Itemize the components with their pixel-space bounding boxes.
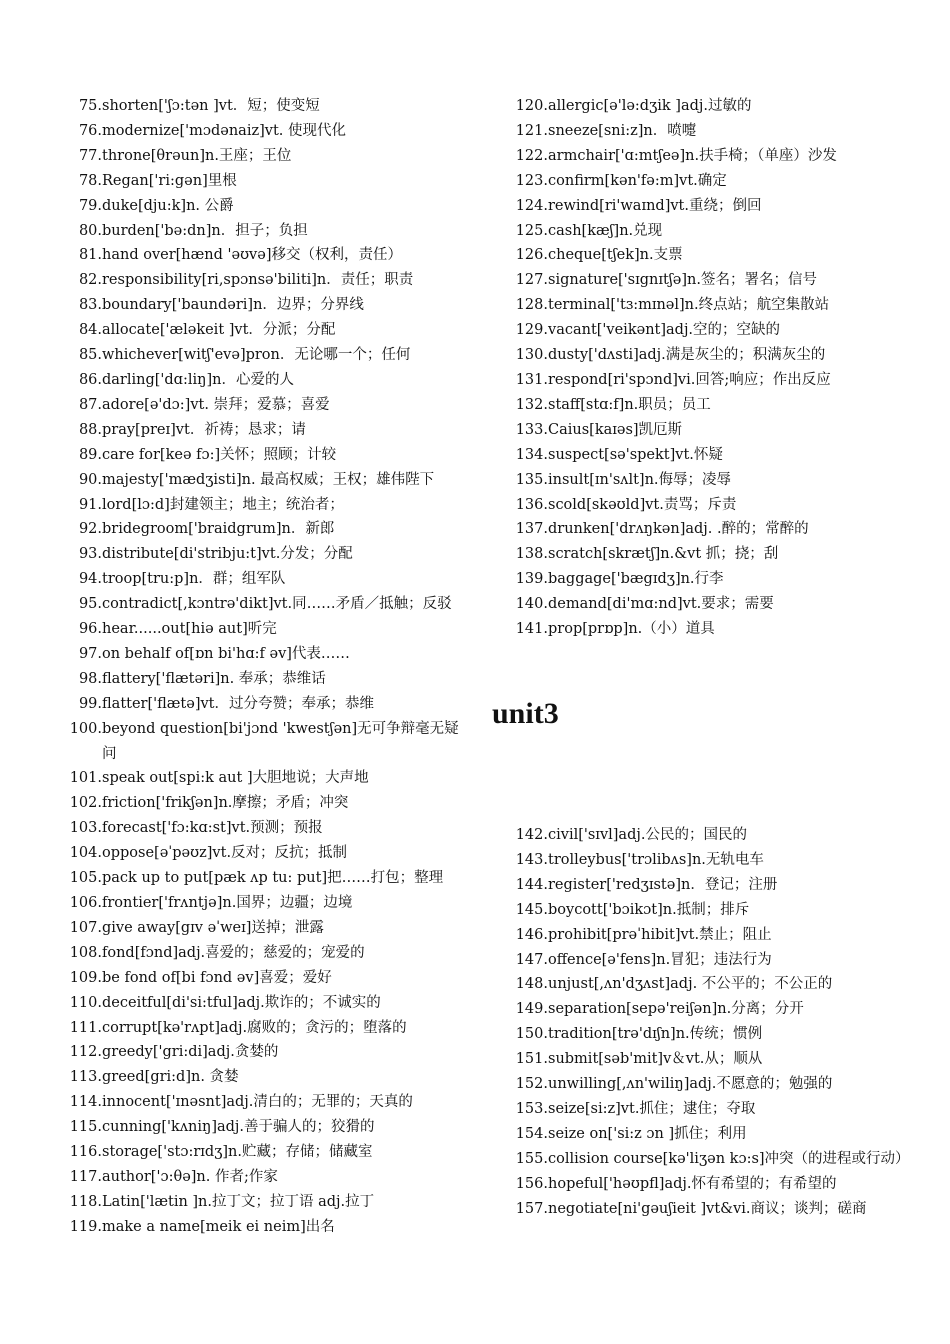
entry-number: 85. [78, 347, 102, 364]
entry-number: 95. [78, 596, 102, 613]
entry-text: storage['stɔ:rɪdʒ]n.贮藏；存储；储藏室 [102, 1144, 373, 1161]
entry-text: flatter['flætə]vt．过分夸赞；奉承；恭维 [102, 695, 375, 712]
vocab-entry [66, 418, 466, 443]
entry-text: prohibit[prəˈhibit]vt.禁止；阻止 [548, 926, 772, 943]
vocab-entry [66, 692, 466, 717]
entry-text: hear......out[hiə aut]听完 [102, 621, 277, 638]
entry-text: troop[tru:p]n．群；组军队 [102, 571, 286, 588]
entry-text: burden['bə:dn]n．担子；负担 [102, 222, 308, 239]
vocab-entry [66, 468, 466, 493]
vocab-entry [512, 318, 932, 343]
entry-text: pack up to put[pæk ʌp tu: put]把……打包；整理 [102, 870, 444, 887]
entry-text: unjust[,ʌn'dʒʌst]adj. 不公平的；不公正的 [548, 976, 833, 993]
entry-number: 76. [78, 122, 102, 139]
entry-number: 107. [69, 919, 102, 936]
entry-number: 112. [69, 1044, 102, 1061]
entry-text: tradition[trə'dɪʃn]n.传统；惯例 [548, 1026, 763, 1043]
entry-text: modernize['mɔdənaiz]vt. 使现代化 [102, 122, 347, 139]
entry-text: give away[gɪv əˈweɪ]送掉；泄露 [102, 919, 324, 936]
entry-text: on behalf of[ɒn bi'hɑ:f əv]代表…… [102, 645, 350, 662]
vocab-entry [66, 592, 466, 617]
entry-text: prop[prɒp]n.（小）道具 [548, 621, 715, 638]
entry-text: seize on['si:z ɔn ]抓住；利用 [548, 1125, 747, 1142]
entry-text: bridegroom['braidgrum]n．新郎 [102, 521, 335, 538]
entry-number: 122. [515, 147, 548, 164]
vocab-entry [66, 617, 466, 642]
vocab-entry [66, 1016, 466, 1041]
entry-number: 131. [515, 371, 548, 388]
entry-text: submit[səb'mit]v＆vt.从；顺从 [548, 1051, 763, 1068]
entry-number: 87. [78, 396, 102, 413]
entry-number: 88. [78, 421, 102, 438]
entry-number: 145. [515, 901, 548, 918]
entry-number: 132. [515, 396, 548, 413]
entry-text: signature['sɪgnɪtʃə]n.签名；署名；信号 [548, 272, 817, 289]
entry-text: rewind[ri'waɪnd]vt.重绕；倒回 [548, 197, 762, 214]
vocab-entry [512, 119, 932, 144]
vocab-entry [66, 941, 466, 966]
vocab-entry [66, 1215, 466, 1240]
entry-number: 149. [515, 1001, 548, 1018]
entry-text: pray[preɪ]vt．祈祷；恳求；请 [102, 421, 306, 438]
vocab-entry [512, 948, 932, 973]
entry-number: 146. [515, 926, 548, 943]
entry-text: register['redʒɪstə]n．登记；注册 [548, 876, 778, 893]
vocab-entry [66, 567, 466, 592]
entry-text: cash[kæʃ]n.兑现 [548, 222, 663, 239]
entry-text: forecast['fɔ:kɑ:st]vt.预测；预报 [102, 820, 323, 837]
entry-text: author['ɔ:θə]n. 作者;作家 [102, 1168, 278, 1185]
entry-number: 90. [78, 471, 102, 488]
vocab-entry [512, 592, 932, 617]
vocab-entry [512, 873, 932, 898]
entry-number: 129. [515, 322, 548, 339]
entry-number: 123. [515, 172, 548, 189]
entry-text: seize[si:z]vt.抓住；逮住；夺取 [548, 1100, 756, 1117]
entry-text: demand[di'mɑ:nd]vt.要求；需要 [548, 596, 774, 613]
vocab-entry [66, 243, 466, 268]
vocab-entry [66, 169, 466, 194]
vocab-entry [66, 1115, 466, 1140]
vocab-entry [512, 94, 932, 119]
vocab-entry [66, 393, 466, 418]
entry-number: 86. [78, 371, 102, 388]
vocab-entry [66, 368, 466, 393]
entry-number: 133. [515, 421, 548, 438]
vocab-entry [512, 393, 932, 418]
vocab-entry [66, 493, 466, 518]
vocab-entry [66, 966, 466, 991]
vocab-entry [66, 293, 466, 318]
vocab-entry [66, 717, 466, 767]
entry-text: boycott['bɔikɔt]n.抵制；排斥 [548, 901, 750, 918]
entry-number: 157. [515, 1200, 548, 1217]
unit-heading: unit3 [492, 697, 559, 730]
vocab-entry [512, 418, 932, 443]
vocab-list-unit3 [512, 823, 932, 1222]
entry-text: allergic[ə'lə:dʒik ]adj.过敏的 [548, 98, 752, 114]
entry-number: 139. [515, 571, 548, 588]
entry-text: drunken['drʌŋkən]adj. .醉的；常醉的 [548, 521, 809, 538]
vocab-entry [66, 1065, 466, 1090]
vocab-entry [66, 1090, 466, 1115]
entry-text: care for[keə fɔ:]关怀；照顾；计较 [102, 446, 337, 463]
entry-number: 110. [69, 994, 102, 1011]
entry-text: staff[stɑ:f]n.职员；员工 [548, 396, 711, 413]
entry-number: 126. [515, 247, 548, 264]
entry-text: allocate['æləkeit ]vt．分派；分配 [102, 322, 336, 339]
entry-text: unwilling[,ʌn'wiliŋ]adj.不愿意的；勉强的 [548, 1076, 833, 1093]
vocab-entry [512, 169, 932, 194]
entry-text: negotiate[ni'gəuʃieit ]vt&vi.商议；谈判；磋商 [548, 1200, 867, 1217]
entry-text: make a name[meik ei neim]出名 [102, 1218, 335, 1235]
entry-number: 105. [69, 870, 102, 887]
entry-number: 128. [515, 297, 548, 314]
entry-text: majesty['mædʒisti]n. 最高权威；王权；雄伟陛下 [102, 471, 435, 488]
vocab-entry [512, 567, 932, 592]
vocab-entry [512, 542, 932, 567]
vocab-entry [66, 1040, 466, 1065]
entry-text: Latin['lætin ]n.拉丁文；拉丁语 adj.拉丁 [102, 1193, 375, 1210]
entry-text: dusty['dʌsti]adj.满是灰尘的；积满灰尘的 [548, 347, 826, 364]
vocab-entry [512, 848, 932, 873]
entry-number: 151. [515, 1051, 548, 1068]
entry-text: deceitful[di'si:tful]adj.欺诈的；不诚实的 [102, 994, 381, 1011]
vocab-entry [512, 468, 932, 493]
entry-number: 91. [78, 496, 102, 513]
vocab-entry [512, 1047, 932, 1072]
entry-number: 135. [515, 471, 548, 488]
entry-number: 100. [69, 720, 102, 737]
vocab-entry [66, 866, 466, 891]
entry-text: lord[lɔ:d]封建领主；地主；统治者； [102, 496, 344, 513]
entry-number: 94. [78, 571, 102, 588]
entry-text: cheque[tʃek]n.支票 [548, 247, 683, 264]
entry-number: 155. [515, 1150, 548, 1167]
entry-text: throne[θrəun]n.王座；王位 [102, 147, 292, 164]
entry-number: 144. [515, 876, 548, 893]
vocab-entry [66, 667, 466, 692]
vocab-entry [66, 343, 466, 368]
entry-number: 111. [69, 1019, 102, 1036]
entry-text: shorten['ʃɔ:tən ]vt．短；使变短 [102, 98, 320, 114]
entry-text: collision course[kə'liʒən kɔ:s]冲突（的进程或行动） [548, 1150, 910, 1167]
entry-text: confirm[kən'fə:m]vt.确定 [548, 172, 727, 189]
entry-text: trolleybus['trɔlibʌs]n.无轨电车 [548, 851, 764, 868]
vocab-entry [66, 318, 466, 343]
entry-number: 127. [515, 272, 548, 289]
entry-number: 120. [515, 98, 548, 114]
entry-number: 81. [78, 247, 102, 264]
entry-number: 108. [69, 944, 102, 961]
entry-text: hand over[hænd 'əʊvə]移交（权利，责任） [102, 247, 402, 264]
vocab-entry [66, 219, 466, 244]
entry-number: 148. [515, 976, 548, 993]
vocab-entry [512, 898, 932, 923]
vocab-entry [512, 219, 932, 244]
entry-text: offence[ə'fens]n.冒犯；违法行为 [548, 951, 772, 968]
entry-text: innocent['ɪnəsnt]adj.清白的；无罪的；天真的 [102, 1094, 413, 1111]
entry-text: frontier['frʌntjə]n.国界；边疆；边境 [102, 895, 353, 911]
entry-number: 143. [515, 851, 548, 868]
entry-text: flattery['flætəri]n. 奉承；恭维话 [102, 670, 326, 687]
entry-text: contradict[,kɔntrə'dikt]vt.同……矛盾／抵触；反驳 [102, 596, 452, 613]
vocab-entry [66, 268, 466, 293]
entry-number: 97. [78, 645, 102, 662]
entry-number: 147. [515, 951, 548, 968]
vocab-entry [512, 1097, 932, 1122]
entry-number: 142. [515, 827, 548, 843]
entry-text: whichever[witʃ'evə]pron．无论哪一个；任何 [102, 347, 411, 364]
vocab-entry [66, 642, 466, 667]
entry-number: 103. [69, 820, 102, 837]
vocab-entry [512, 368, 932, 393]
entry-number: 79. [78, 197, 102, 214]
entry-text: duke[dju:k]n. 公爵 [102, 197, 234, 214]
entry-number: 141. [515, 621, 548, 638]
entry-text: scratch[skrætʃ]n.&vt 抓；挠；刮 [548, 546, 779, 563]
vocab-entry [512, 1122, 932, 1147]
entry-text: greedy['gri:di]adj.贪婪的 [102, 1044, 279, 1061]
entry-text: responsibility[ri,spɔnsə'biliti]n．责任；职责 [102, 272, 414, 289]
entry-text: respond[ri'spɔnd]vi.回答;响应；作出反应 [548, 371, 831, 388]
entry-text: distribute[di'stribju:t]vt.分发；分配 [102, 546, 353, 563]
entry-number: 113. [69, 1069, 102, 1086]
entry-number: 101. [69, 770, 102, 787]
entry-text: greed[gri:d]n. 贪婪 [102, 1069, 239, 1086]
vocab-entry [512, 1147, 932, 1172]
entry-text: boundary['baundəri]n．边界；分界线 [102, 297, 364, 314]
entry-text: vacant['veikənt]adj.空的；空缺的 [548, 322, 781, 339]
entry-number: 106. [69, 895, 102, 911]
entry-number: 130. [515, 347, 548, 364]
vocab-entry [66, 517, 466, 542]
vocab-entry [66, 144, 466, 169]
vocab-entry [512, 517, 932, 542]
vocab-entry [66, 443, 466, 468]
entry-number: 96. [78, 621, 102, 638]
entry-number: 121. [515, 122, 548, 139]
entry-number: 104. [69, 845, 102, 862]
vocab-entry [512, 972, 932, 997]
vocab-entry [512, 1197, 932, 1222]
entry-number: 75. [78, 98, 102, 114]
entry-number: 114. [69, 1094, 102, 1111]
vocab-entry [66, 542, 466, 567]
vocab-entry [66, 916, 466, 941]
entry-number: 98. [78, 670, 102, 687]
entry-number: 134. [515, 446, 548, 463]
vocab-entry [512, 268, 932, 293]
entry-text: speak out[spi:k aut ]大胆地说；大声地 [102, 770, 369, 787]
entry-number: 116. [69, 1144, 102, 1161]
vocab-entry [512, 923, 932, 948]
vocab-entry [66, 119, 466, 144]
entry-number: 152. [515, 1076, 548, 1093]
vocab-entry [512, 194, 932, 219]
vocab-entry [66, 94, 466, 119]
vocab-entry [512, 1072, 932, 1097]
vocab-entry [512, 443, 932, 468]
vocab-entry [66, 194, 466, 219]
entry-number: 78. [78, 172, 102, 189]
vocab-entry [66, 1165, 466, 1190]
vocab-entry [66, 766, 466, 791]
vocab-entry [512, 1172, 932, 1197]
entry-number: 124. [515, 197, 548, 214]
vocab-entry [66, 991, 466, 1016]
vocab-entry [512, 997, 932, 1022]
entry-number: 89. [78, 446, 102, 463]
entry-text: oppose[əˈpəʊz]vt.反对；反抗；抵制 [102, 845, 348, 862]
entry-text: friction['frikʃən]n.摩擦；矛盾；冲突 [102, 795, 349, 812]
entry-text: separation[sepə'reiʃən]n.分离；分开 [548, 1001, 804, 1018]
entry-number: 117. [69, 1168, 102, 1185]
entry-text: terminal['tɜ:mɪnəl]n.终点站；航空集散站 [548, 297, 830, 314]
entry-number: 150. [515, 1026, 548, 1043]
entry-number: 109. [69, 969, 102, 986]
entry-text: civil['sɪvl]adj.公民的；国民的 [548, 827, 747, 843]
entry-number: 84. [78, 322, 102, 339]
vocab-entry [66, 841, 466, 866]
entry-text: beyond question[bi'jɔnd 'kwestʃən]无可争辩毫无疑问 [102, 720, 459, 762]
entry-text: hopeful['həʊpfl]adj.怀有希望的；有希望的 [548, 1175, 837, 1192]
vocab-list-left [66, 94, 466, 1240]
vocab-entry [66, 1140, 466, 1165]
entry-number: 137. [515, 521, 548, 538]
entry-text: suspect[sə'spekt]vt.怀疑 [548, 446, 723, 463]
entry-number: 93. [78, 546, 102, 563]
entry-text: Regan['ri:gən]里根 [102, 172, 237, 189]
entry-text: baggage['bægɪdʒ]n.行李 [548, 571, 724, 588]
vocab-entry [512, 343, 932, 368]
vocab-entry [512, 144, 932, 169]
entry-text: armchair['ɑ:mtʃeə]n.扶手椅；（单座）沙发 [548, 147, 837, 164]
entry-text: darling['dɑ:liŋ]n．心爱的人 [102, 371, 294, 388]
vocab-entry [512, 243, 932, 268]
entry-text: sneeze[sni:z]n．喷嚏 [548, 122, 697, 139]
entry-number: 138. [515, 546, 548, 563]
entry-number: 82. [78, 272, 102, 289]
entry-number: 153. [515, 1100, 548, 1117]
vocab-entry [66, 1190, 466, 1215]
entry-number: 136. [515, 496, 548, 513]
vocab-entry [512, 617, 932, 642]
entry-number: 102. [69, 795, 102, 812]
entry-number: 119. [69, 1218, 102, 1235]
entry-number: 92. [78, 521, 102, 538]
entry-number: 99. [78, 695, 102, 712]
entry-number: 154. [515, 1125, 548, 1142]
entry-number: 80. [78, 222, 102, 239]
vocab-entry [512, 493, 932, 518]
entry-text: be fond of[bi fɔnd əv]喜爱；爱好 [102, 969, 332, 986]
vocab-entry [66, 891, 466, 916]
entry-number: 77. [78, 147, 102, 164]
entry-number: 83. [78, 297, 102, 314]
entry-number: 115. [69, 1119, 102, 1136]
entry-text: adore[ə'dɔ:]vt. 崇拜；爱慕；喜爱 [102, 396, 330, 413]
vocab-entry [66, 816, 466, 841]
entry-text: scold[skəʊld]vt.责骂；斥责 [548, 496, 737, 513]
entry-number: 125. [515, 222, 548, 239]
vocab-list-right [512, 94, 932, 642]
entry-number: 156. [515, 1175, 548, 1192]
entry-text: fond[fɔnd]adj.喜爱的；慈爱的；宠爱的 [102, 944, 365, 961]
vocab-entry [512, 823, 932, 848]
entry-text: cunning['kʌniŋ]adj.善于骗人的；狡猾的 [102, 1119, 375, 1136]
entry-text: Caius[kaɪəs]凯厄斯 [548, 421, 683, 438]
entry-text: insult[ɪn'sʌlt]n.侮辱；凌辱 [548, 471, 732, 488]
vocab-entry [512, 293, 932, 318]
entry-text: corrupt[kə'rʌpt]adj.腐败的；贪污的；堕落的 [102, 1019, 407, 1036]
entry-number: 140. [515, 596, 548, 613]
entry-number: 118. [69, 1193, 102, 1210]
vocab-entry [66, 791, 466, 816]
vocab-entry [512, 1022, 932, 1047]
